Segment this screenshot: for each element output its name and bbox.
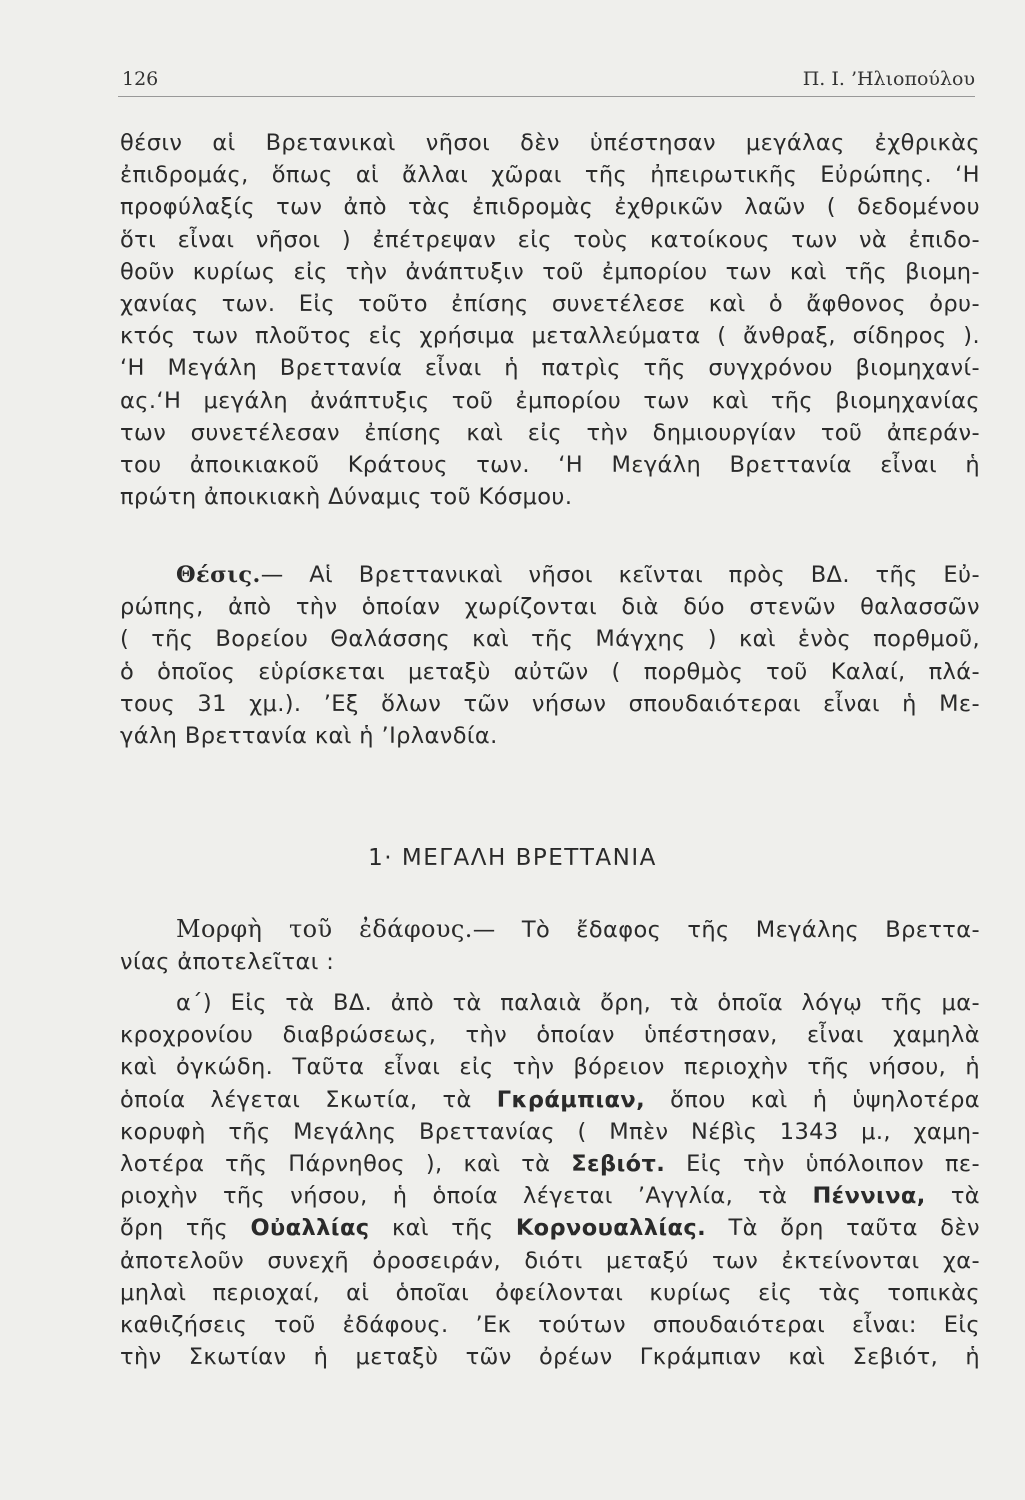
place-name: Κορνουαλλίας.	[515, 1215, 707, 1242]
text-line: κροχρονίου διαβρώσεως, τὴν ὁποίαν ὑπέστησαν, εἶναι χαμηλὰ	[120, 1022, 980, 1049]
text-line: των συνετέλεσαν ἐπίσης καὶ εἰς τὴν δημιουργίαν τοῦ ἀπεράν-	[120, 419, 980, 446]
text-line: χανίας των. Εἰς τοῦτο ἐπίσης συνετέλεσε καὶ ὁ ἄφθονος ὀρυ-	[120, 291, 980, 318]
paragraph-terrain-intro	[120, 913, 980, 978]
paragraph-label: Θέσις.	[176, 562, 261, 588]
text-line: α΄) Εἰς τὰ ΒΔ. ἀπὸ τὰ παλαιὰ ὄρη, τὰ ὁποῖα λόγῳ τῆς μα-	[176, 990, 980, 1016]
text-run: Εἰς τὴν ὑπόλοιπον πε-	[665, 1151, 980, 1178]
paragraph-label: Μορφὴ τοῦ ἐδάφους.	[176, 915, 473, 943]
text-run: ὁποία λέγεται Σκωτία, τὰ	[120, 1086, 497, 1113]
place-name: Οὐαλλίας	[250, 1215, 370, 1242]
paragraph-terrain-details	[120, 987, 980, 1373]
place-name: Σεβιότ.	[571, 1151, 666, 1178]
text-line: καὶ ὀγκώδη. Ταῦτα εἶναι εἰς τὴν βόρειον περιοχὴν τῆς νήσου, ἡ	[120, 1054, 980, 1081]
running-head	[118, 58, 975, 97]
text-run: ριοχὴν τῆς νήσου, ἡ ὁποία λέγεται ’Αγγλία, τὰ	[120, 1183, 813, 1210]
text-line: ας.‘Η μεγάλη ἀνάπτυξις τοῦ ἐμπορίου των καὶ τῆς βιομηχανίας	[120, 387, 980, 414]
text-line: πρώτη ἀποικιακὴ Δύναμις τοῦ Κόσμου.	[120, 484, 573, 511]
text-line: τὴν Σκωτίαν ἡ μεταξὺ τῶν ὀρέων Γκράμπιαν καὶ Σεβιότ, ἡ	[120, 1344, 980, 1371]
text-run: τὰ	[925, 1183, 980, 1210]
text-line: κορυφὴ τῆς Μεγάλης Βρεττανίας ( Μπὲν Νέβὶς 1343 μ., χαμη-	[120, 1118, 980, 1145]
section-heading: 1· ΜΕΓΑΛΗ ΒΡΕΤΤΑΝΙΑ	[368, 845, 657, 871]
text-line: τους 31 χμ.). ’Εξ ὅλων τῶν νήσων σπουδαιότεραι εἶναι ἡ Με-	[120, 690, 980, 717]
text-line: ‘Η Μεγάλη Βρεττανία εἶναι ἡ πατρὶς τῆς συγχρόνου βιομηχανί-	[120, 355, 980, 382]
text-run: — Τὸ ἔδαφος τῆς Μεγάλης Βρεττα-	[472, 917, 980, 943]
text-line	[120, 1212, 980, 1244]
text-line	[120, 1148, 980, 1180]
paragraph-position	[120, 559, 980, 752]
text-line	[120, 1084, 980, 1116]
text-line: προφύλαξίς των ἀπὸ τὰς ἐπιδρομὰς ἐχθρικῶν λαῶν ( δεδομένου	[120, 194, 980, 221]
text-line: θοῦν κυρίως εἰς τὴν ἀνάπτυξιν τοῦ ἐμπορίου των καὶ τῆς βιομη-	[120, 258, 980, 285]
text-line: ( τῆς Βορείου Θαλάσσης καὶ τῆς Μάγχης ) καὶ ἑνὸς πορθμοῦ,	[120, 626, 980, 653]
paragraph-intro	[120, 127, 980, 513]
text-line: θέσιν αἱ Βρετανικαὶ νῆσοι δὲν ὑπέστησαν μεγάλας ἐχθρικὰς	[120, 130, 980, 156]
place-name: Πέννινα,	[812, 1183, 926, 1210]
text-run: — Αἱ Βρεττανικαὶ νῆσοι κεῖνται πρὸς ΒΔ. τῆς Εὐ-	[260, 562, 980, 588]
text-line: ὅτι εἶναι νῆσοι ) ἐπέτρεψαν εἰς τοὺς κατοίκους των νὰ ἐπιδο-	[120, 226, 980, 253]
running-title: Π. Ι. ’Ηλιοπούλου	[802, 68, 975, 90]
text-line: γάλη Βρεττανία καὶ ἡ ’Ιρλανδία.	[120, 723, 498, 750]
text-run: καὶ τῆς	[369, 1215, 516, 1242]
text-run: Τὰ ὄρη ταῦτα δὲν	[706, 1215, 981, 1242]
text-run: λοτέρα τῆς Πάρνηθος ), καὶ τὰ	[120, 1151, 572, 1178]
text-line: του ἀποικιακοῦ Κράτους των. ‘Η Μεγάλη Βρεττανία εἶναι ἡ	[120, 452, 980, 479]
place-name: Γκράμπιαν,	[496, 1086, 646, 1113]
text-line: ἀποτελοῦν συνεχῆ ὀροσειράν, διότι μεταξύ των ἐκτείνονται χα-	[120, 1247, 980, 1274]
text-line: μηλαὶ περιοχαί, αἱ ὁποῖαι ὀφείλονται κυρίως εἰς τὰς τοπικὰς	[120, 1279, 980, 1306]
text-line: ἐπιδρομάς, ὅπως αἱ ἄλλαι χῶραι τῆς ἠπειρωτικῆς Εὐρώπης. ‘Η	[120, 162, 980, 189]
text-run: ὅπου καὶ ἡ ὑψηλοτέρα	[645, 1086, 980, 1113]
text-line	[120, 1180, 980, 1212]
text-line: κτός των πλοῦτος εἰς χρήσιμα μεταλλεύματα ( ἄνθραξ, σίδηρος ).	[120, 323, 980, 350]
text-line	[120, 559, 980, 591]
text-line	[120, 913, 980, 946]
text-run: ὄρη τῆς	[120, 1215, 251, 1242]
text-line: νίας ἀποτελεῖται :	[120, 949, 335, 976]
page-number: 126	[122, 68, 159, 90]
text-line: ρώπης, ἀπὸ τὴν ὁποίαν χωρίζονται διὰ δύο στενῶν θαλασσῶν	[120, 594, 980, 621]
text-line: ὁ ὁποῖος εὑρίσκεται μεταξὺ αὐτῶν ( πορθμὸς τοῦ Καλαί, πλά-	[120, 658, 980, 685]
text-line: καθιζήσεις τοῦ ἐδάφους. ’Εκ τούτων σπουδαιότεραι εἶναι: Εἰς	[120, 1312, 980, 1339]
